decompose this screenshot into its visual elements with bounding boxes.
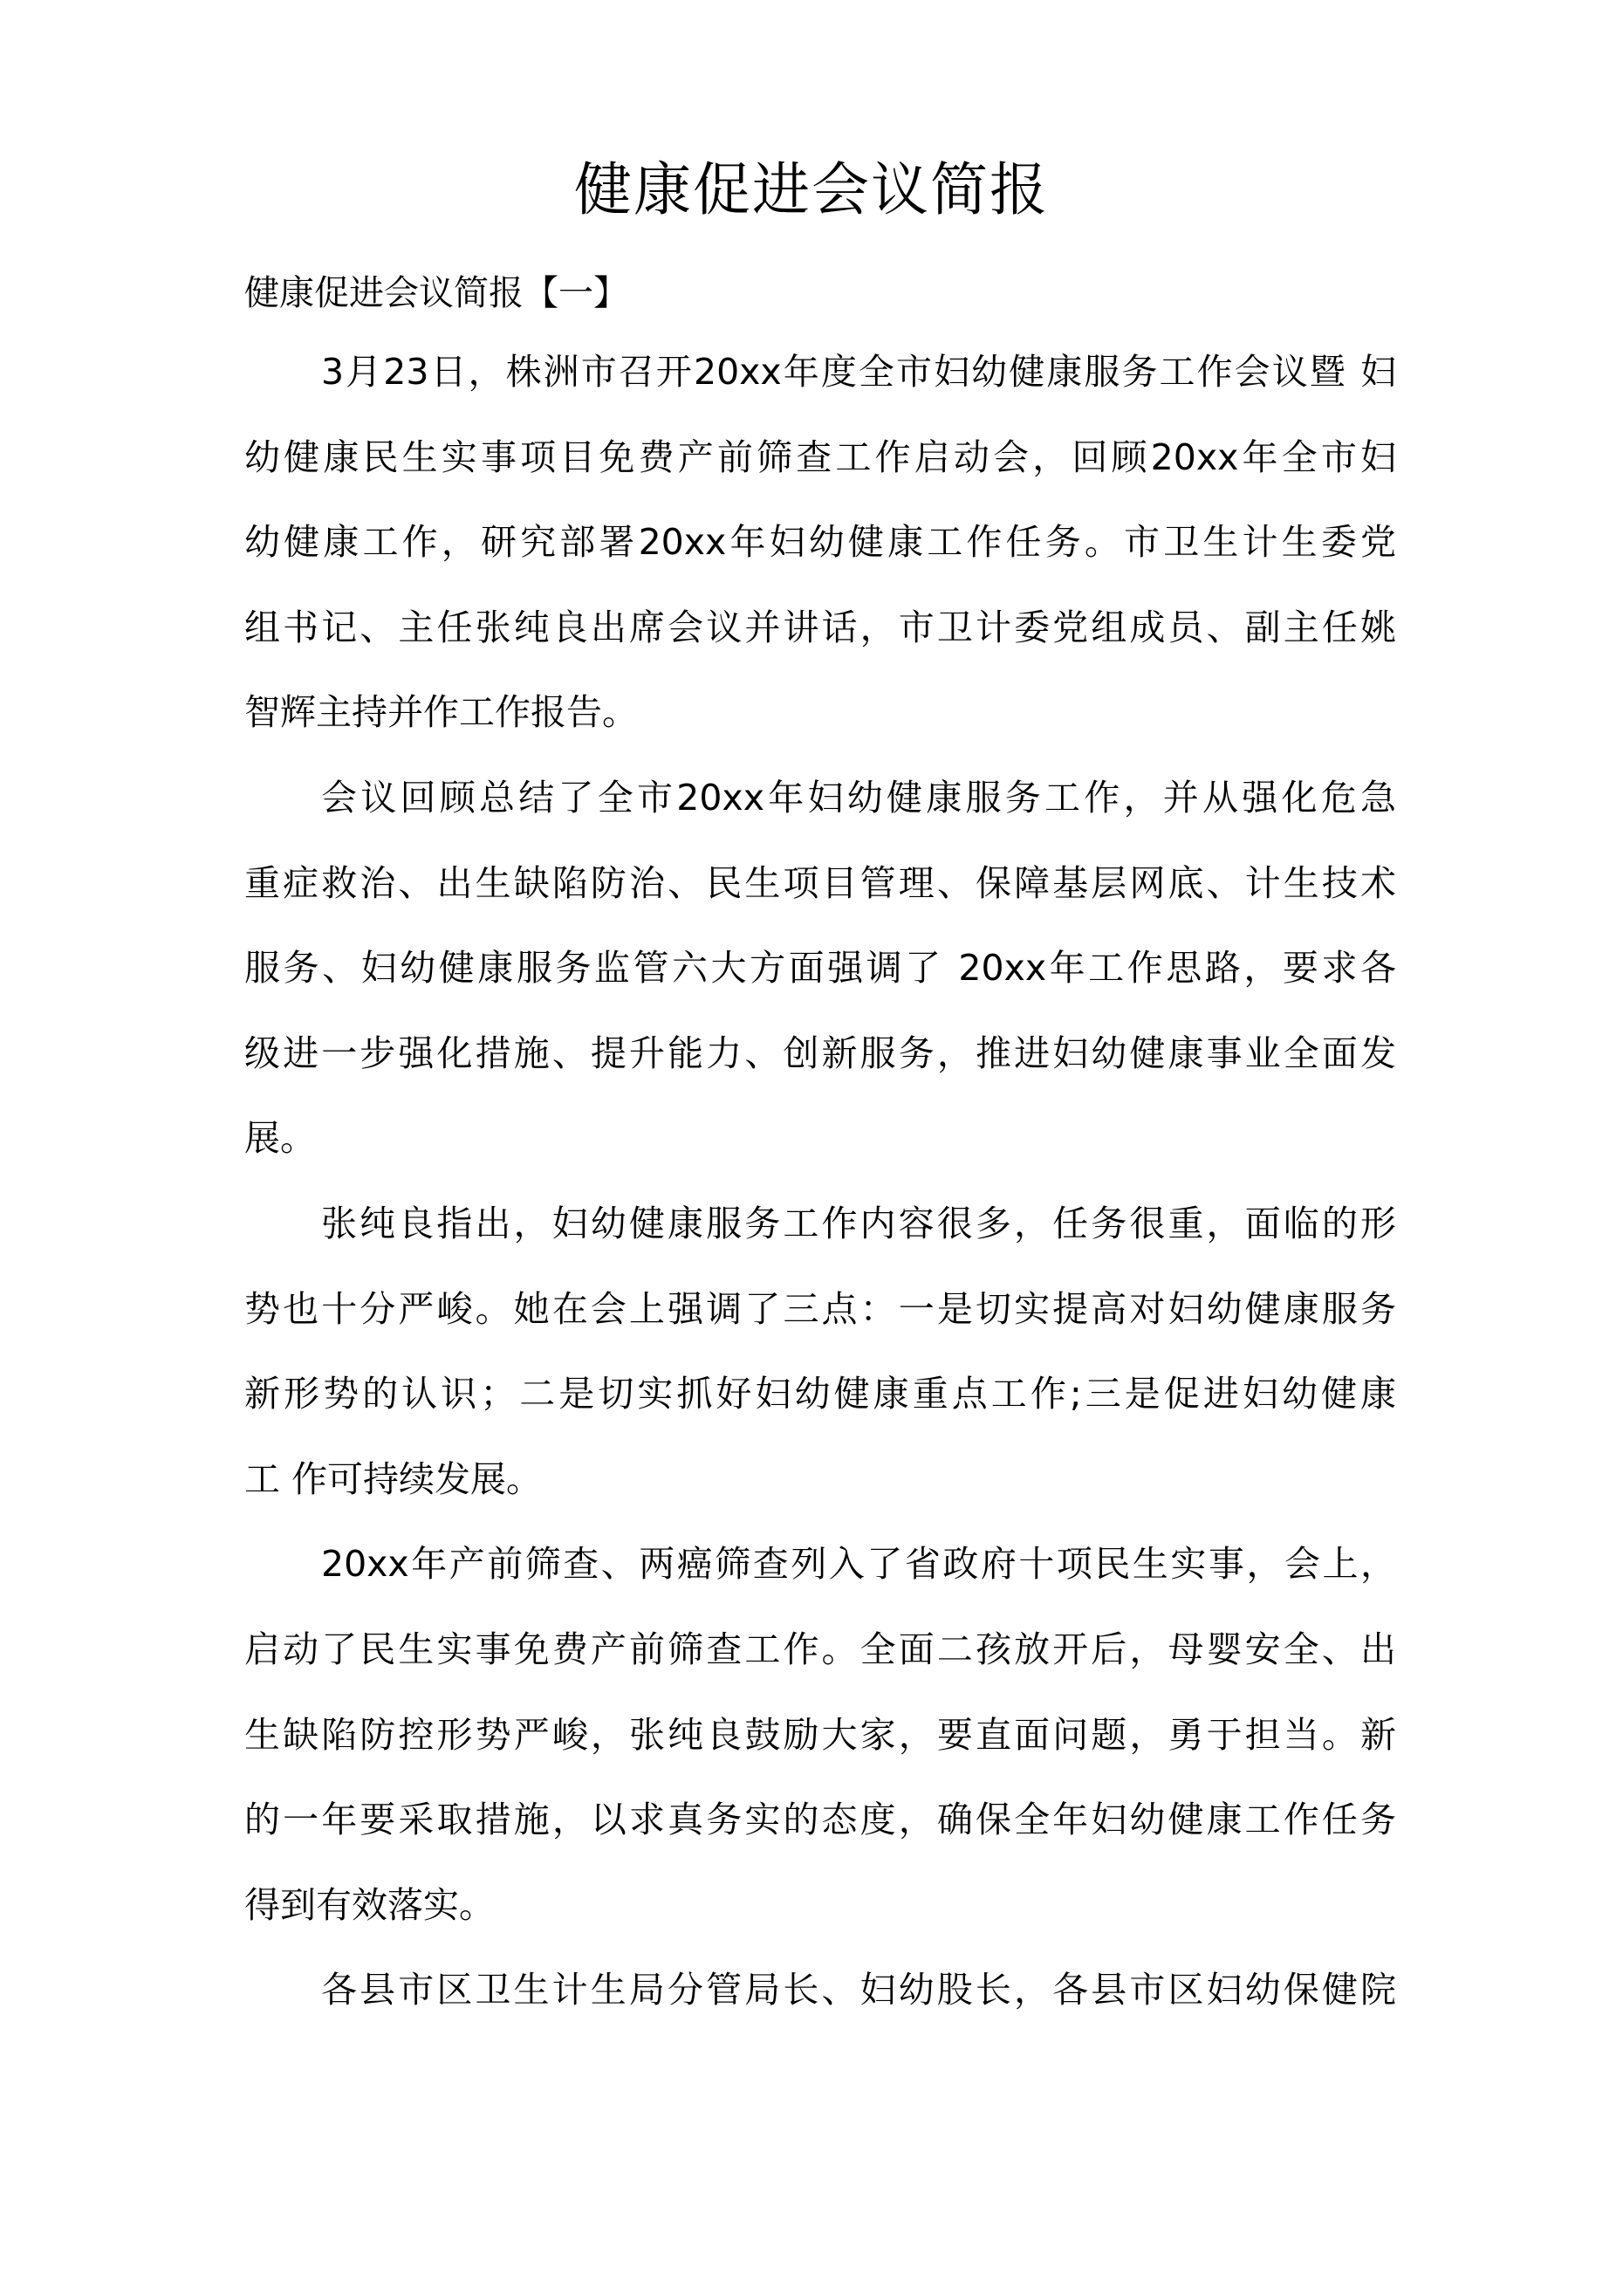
paragraph-3-line-3: 新形势的认识；二是切实抓好妇幼健康重点工作;三是促进妇幼健康 xyxy=(244,1373,1396,1415)
paragraph-2-line-3: 服务、妇幼健康服务监管六大方面强调了 20xx年工作思路，要求各 xyxy=(244,947,1396,990)
paragraph-1-line-1: 3月23日，株洲市召开20xx年度全市妇幼健康服务工作会议暨 妇 xyxy=(321,351,1396,393)
paragraph-1-line-2: 幼健康民生实事项目免费产前筛查工作启动会，回顾20xx年全市妇 xyxy=(244,435,1396,478)
section-heading: 健康促进会议简报【一】 xyxy=(244,273,628,313)
paragraph-3-line-4: 工 作可持续发展。 xyxy=(244,1457,543,1500)
paragraph-4-line-4: 的一年要采取措施，以求真务实的态度，确保全年妇幼健康工作任务 xyxy=(244,1799,1396,1841)
paragraph-4-line-2: 启动了民生实事免费产前筛查工作。全面二孩放开后，母婴安全、出 xyxy=(244,1628,1396,1670)
paragraph-3-line-1: 张纯良指出，妇幼健康服务工作内容很多，任务很重，面临的形 xyxy=(321,1202,1396,1244)
paragraph-4-line-1: 20xx年产前筛查、两癌筛查列入了省政府十项民生实事，会上， xyxy=(321,1543,1396,1586)
paragraph-5-line-1: 各县市区卫生计生局分管局长、妇幼股长，各县市区妇幼保健院 xyxy=(321,1969,1396,2012)
document-title: 健康促进会议简报 xyxy=(574,156,1049,223)
document-body xyxy=(244,346,1396,2049)
paragraph-1-line-5: 智辉主持并作工作报告。 xyxy=(244,691,638,734)
paragraph-4-line-5: 得到有效落实。 xyxy=(244,1883,495,1926)
paragraph-4-line-3: 生缺陷防控形势严峻，张纯良鼓励大家，要直面问题，勇于担当。新 xyxy=(244,1713,1396,1756)
paragraph-1-line-3: 幼健康工作，研究部署20xx年妇幼健康工作任务。市卫生计生委党 xyxy=(244,521,1396,564)
paragraph-2-line-4: 级进一步强化措施、提升能力、创新服务，推进妇幼健康事业全面发 xyxy=(244,1031,1396,1074)
paragraph-1-line-4: 组书记、主任张纯良出席会议并讲话，市卫计委党组成员、副主任姚 xyxy=(244,606,1396,648)
paragraph-2-line-2: 重症救治、出生缺陷防治、民生项目管理、保障基层网底、计生技术 xyxy=(244,861,1396,904)
paragraph-3-line-2: 势也十分严峻。她在会上强调了三点：一是切实提高对妇幼健康服务 xyxy=(244,1287,1396,1330)
paragraph-2-line-1: 会议回顾总结了全市20xx年妇幼健康服务工作，并从强化危急 xyxy=(321,776,1396,819)
paragraph-2-line-5: 展。 xyxy=(244,1117,316,1160)
